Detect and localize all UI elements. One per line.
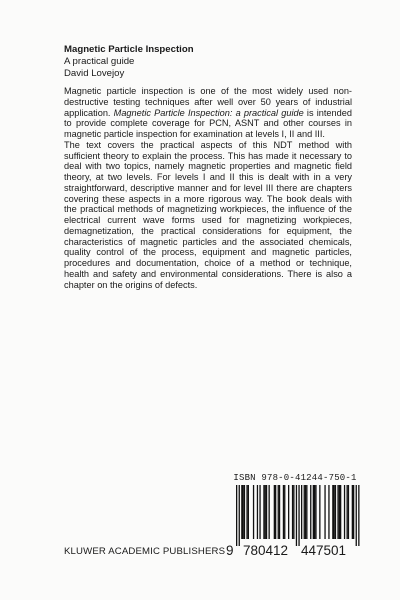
barcode-bar bbox=[356, 485, 357, 546]
barcode-bar bbox=[344, 485, 345, 539]
barcode-bar bbox=[353, 485, 354, 539]
book-author: David Lovejoy bbox=[64, 68, 125, 79]
barcode-bar bbox=[275, 485, 276, 539]
barcode-bar bbox=[335, 485, 336, 539]
barcode-bar bbox=[313, 485, 314, 539]
book-title: Magnetic Particle Inspection bbox=[64, 44, 194, 55]
barcode-bar bbox=[259, 485, 260, 539]
blurb-paragraph-2: The text covers the practical aspects of this NDT method with sufficient theory to explain the process. This has made it necessary to deal with two topics, namely magnetic properties and magnetic field theory, at two levels. For levels I and II this is dealt with in a very straightforward, descriptive manner and for level III there are chapters covering these aspects in a more rigorous way. The book deals with the practical methods of magnetizing workpieces, the influence of the electrical current wave forms used for magnetizing workpieces, demagnetization, the practical considerations for equipment, the characteristics of magnetic particles and the associated chemicals, quality control of the process, equipment and magnetic particles, procedures and documentation, choice of a method or technique, health and safety and environmental considerations. There is also a chapter on the origins of defects. bbox=[64, 139, 352, 290]
barcode-bar bbox=[274, 485, 275, 539]
barcode-bar bbox=[288, 485, 289, 539]
barcode-bar bbox=[319, 485, 320, 539]
barcode-bar bbox=[314, 485, 315, 539]
barcode-digits bbox=[226, 543, 362, 561]
isbn-barcode bbox=[228, 473, 362, 561]
barcode-bar bbox=[248, 485, 249, 539]
blurb-p1-book-title: Magnetic Particle Inspection: a practical guide bbox=[113, 107, 304, 118]
barcode-bar bbox=[332, 485, 333, 539]
barcode-bar bbox=[324, 485, 325, 539]
barcode-bar bbox=[236, 485, 237, 546]
book-subtitle: A practical guide bbox=[64, 56, 135, 67]
book-header bbox=[64, 44, 194, 80]
barcode-bar bbox=[283, 485, 284, 539]
barcode-bar bbox=[298, 485, 299, 546]
blurb bbox=[64, 86, 352, 290]
barcode-bar bbox=[348, 485, 349, 539]
barcode-bar bbox=[284, 485, 285, 539]
barcode-bar bbox=[340, 485, 341, 539]
blurb-paragraph-1 bbox=[64, 86, 352, 140]
publisher-name: KLUWER ACADEMIC PUBLISHERS bbox=[64, 546, 226, 557]
barcode-bar bbox=[337, 485, 338, 539]
barcode-bar bbox=[328, 485, 329, 539]
barcode-digit-first: 9 bbox=[226, 543, 234, 558]
barcode-bar bbox=[339, 485, 340, 539]
barcode-bar bbox=[239, 485, 240, 546]
blurb-p1-rest: is intended to provide complete coverage for PCN, ASNT and other courses in magnetic particle inspection for examination at levels I, II and III. bbox=[64, 107, 352, 139]
isbn-label: ISBN 978-0-41244-750-1 bbox=[233, 473, 357, 483]
barcode-digits-left: 780412 bbox=[243, 543, 289, 558]
barcode-bar bbox=[310, 485, 311, 539]
barcode-bar bbox=[292, 485, 293, 539]
barcode-bar bbox=[263, 485, 264, 539]
barcode-bar bbox=[265, 485, 266, 539]
barcode-bar bbox=[347, 485, 348, 539]
barcode-bar bbox=[293, 485, 294, 539]
barcode-bar bbox=[352, 485, 353, 539]
barcode-bar bbox=[305, 485, 306, 539]
barcode-bar bbox=[304, 485, 305, 539]
barcode-bar bbox=[266, 485, 267, 539]
barcode-bar bbox=[244, 485, 245, 539]
barcode-bars bbox=[228, 485, 362, 547]
barcode-bar bbox=[301, 485, 302, 539]
barcode-bar bbox=[246, 485, 247, 539]
barcode-bar bbox=[241, 485, 242, 539]
blurb-p1-intro: Magnetic particle inspection is one of the most widely used non-destructive testing techniques after well over 50 years of industrial application. bbox=[64, 86, 352, 118]
barcode-bar bbox=[279, 485, 280, 539]
barcode-bar bbox=[315, 485, 316, 539]
barcode-bar bbox=[334, 485, 335, 539]
barcode-bar bbox=[306, 485, 307, 539]
barcode-bar bbox=[358, 485, 359, 546]
barcode-bar bbox=[296, 485, 297, 546]
barcode-bar bbox=[257, 485, 258, 539]
barcode-bar bbox=[278, 485, 279, 539]
barcode-digits-right: 447501 bbox=[301, 543, 347, 558]
barcode-bar bbox=[243, 485, 244, 539]
barcode-bar bbox=[253, 485, 254, 539]
barcode-bar bbox=[269, 485, 270, 539]
